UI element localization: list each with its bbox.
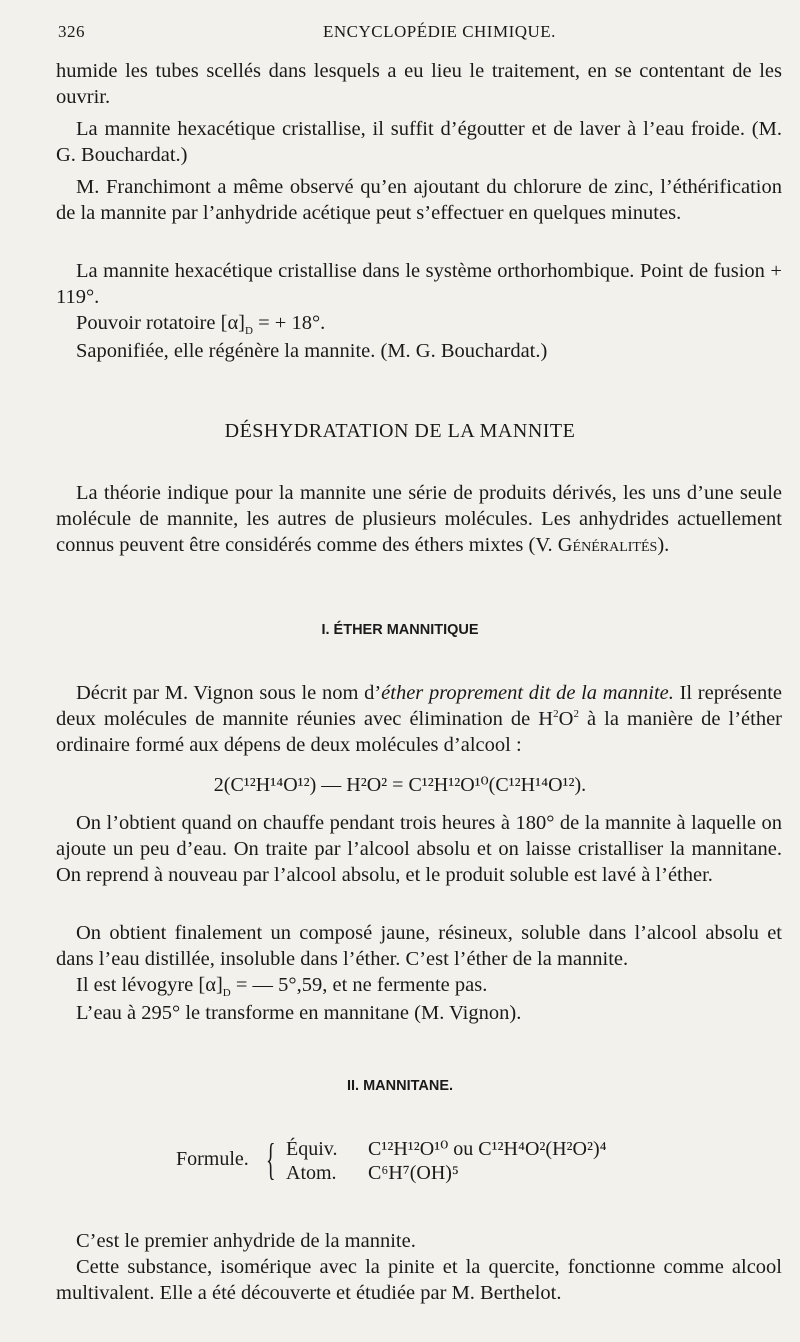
section-title: DÉSHYDRATATION DE LA MANNITE — [224, 420, 576, 442]
paragraph: humide les tubes scellés dans lesquels a eu lieu le traitement, en se contentant de les ouvrir. — [56, 60, 782, 108]
formula-label: Formule. — [176, 1148, 249, 1170]
text-run: Il est lévogyre [α] — [76, 974, 223, 996]
formula-row-label: Équiv. — [286, 1138, 338, 1160]
formula-block — [176, 1136, 616, 1186]
paragraph: Il est lévogyre $[\alpha]_D$ = — 5°,59, et ne fermente pas. — [76, 974, 488, 1000]
equation: 2(C¹²H¹⁴O¹²) — H²O² = C¹²H¹²O¹⁰(C¹²H¹⁴O¹²). — [213, 774, 587, 796]
formula-row-atom — [286, 1162, 459, 1185]
paragraph: On obtient finalement un composé jaune, résineux, soluble dans l’alcool absolu et dans l’eau distillée, insoluble dans l’éther. C’est l’éther de la mannite. — [56, 922, 782, 970]
paragraph: M. Franchimont a même observé qu’en ajoutant du chlorure de zinc, l’éthérification de la mannite par l’anhydride acétique peut s’effectuer en quelques minutes. — [56, 176, 782, 224]
formula-row-value: C¹²H¹²O¹⁰ ou C¹²H⁴O²(H²O²)⁴ — [368, 1138, 607, 1160]
page-number: 326 — [58, 22, 85, 41]
paragraph: Décrit par M. Vignon sous le nom d’éther proprement dit de la mannite. Il représente deux molécules de mannite réunies avec élimination de $H^2O^2$ à la manière de l’éther ordinaire formé aux dépens de deux molécules d’alcool : — [56, 682, 783, 756]
text-run: Décrit par M. Vignon sous le nom d’ — [76, 682, 382, 704]
text-run: = + 18°. — [252, 312, 326, 334]
paragraph: La mannite hexacétique cristallise dans le système orthorhombique. Point de fusion + 119°. — [56, 260, 782, 308]
paragraph: On l’obtient quand on chauffe pendant trois heures à 180° de la mannite à laquelle on ajoute un peu d’eau. On traite par l’alcool absolu et on laisse cristalliser la mannitane. On reprend à nouveau par l’alcool absolu, et le produit soluble est lavé à l’éther. — [56, 812, 782, 886]
text-run: Il représente deux molécules de mannite réunies avec élimination de H — [56, 682, 783, 730]
text-run: = — 5°,59, et ne fermente pas. — [230, 974, 488, 996]
paragraph: L’eau à 295° le transforme en mannitane (M. Vignon). — [76, 1002, 522, 1024]
text-run: à la manière de l’éther ordinaire formé aux dépens de deux molécules d’alcool : — [56, 708, 782, 756]
paragraph: Saponifiée, elle régénère la mannite. (M. G. Bouchardat.) — [76, 340, 548, 362]
formula-row-equiv — [286, 1136, 607, 1161]
subsection-title: I. ÉTHER MANNITIQUE — [321, 622, 479, 638]
running-title: ENCYCLOPÉDIE CHIMIQUE. — [323, 22, 556, 41]
subsection-title: II. MANNITANE. — [346, 1078, 454, 1094]
running-header — [58, 22, 780, 46]
text-run: ). — [657, 534, 670, 556]
text-run: La théorie indique pour la mannite une série de produits dérivés, les uns d’une seule molécule de mannite, les autres de plusieurs molécules. Les anhydrides actuellement connus peuvent être considérés comme des éthers mixtes (V. — [56, 482, 782, 556]
text-run-italic: éther proprement dit de la mannite. — [381, 682, 674, 704]
text-run: Pouvoir rotatoire [α] — [76, 312, 246, 334]
brace-glyph: { — [266, 1135, 276, 1184]
paragraph: La mannite hexacétique cristallise, il suffit d’égoutter et de laver à l’eau froide. (M. G. Bouchardat.) — [56, 118, 782, 166]
paragraph: C’est le premier anhydride de la mannite. — [76, 1230, 416, 1252]
text-run: Généralités — [557, 534, 658, 556]
paragraph: Pouvoir rotatoire $[\alpha]_D$ = + 18°. — [76, 312, 326, 338]
paragraph — [56, 480, 782, 558]
formula-row-label: Atom. — [286, 1162, 337, 1184]
formula-row-value: C⁶H⁷(OH)⁵ — [368, 1162, 459, 1184]
paragraph: Cette substance, isomérique avec la pinite et la quercite, fonctionne comme alcool multivalent. Elle a été découverte et étudiée par M. Berthelot. — [56, 1256, 782, 1304]
